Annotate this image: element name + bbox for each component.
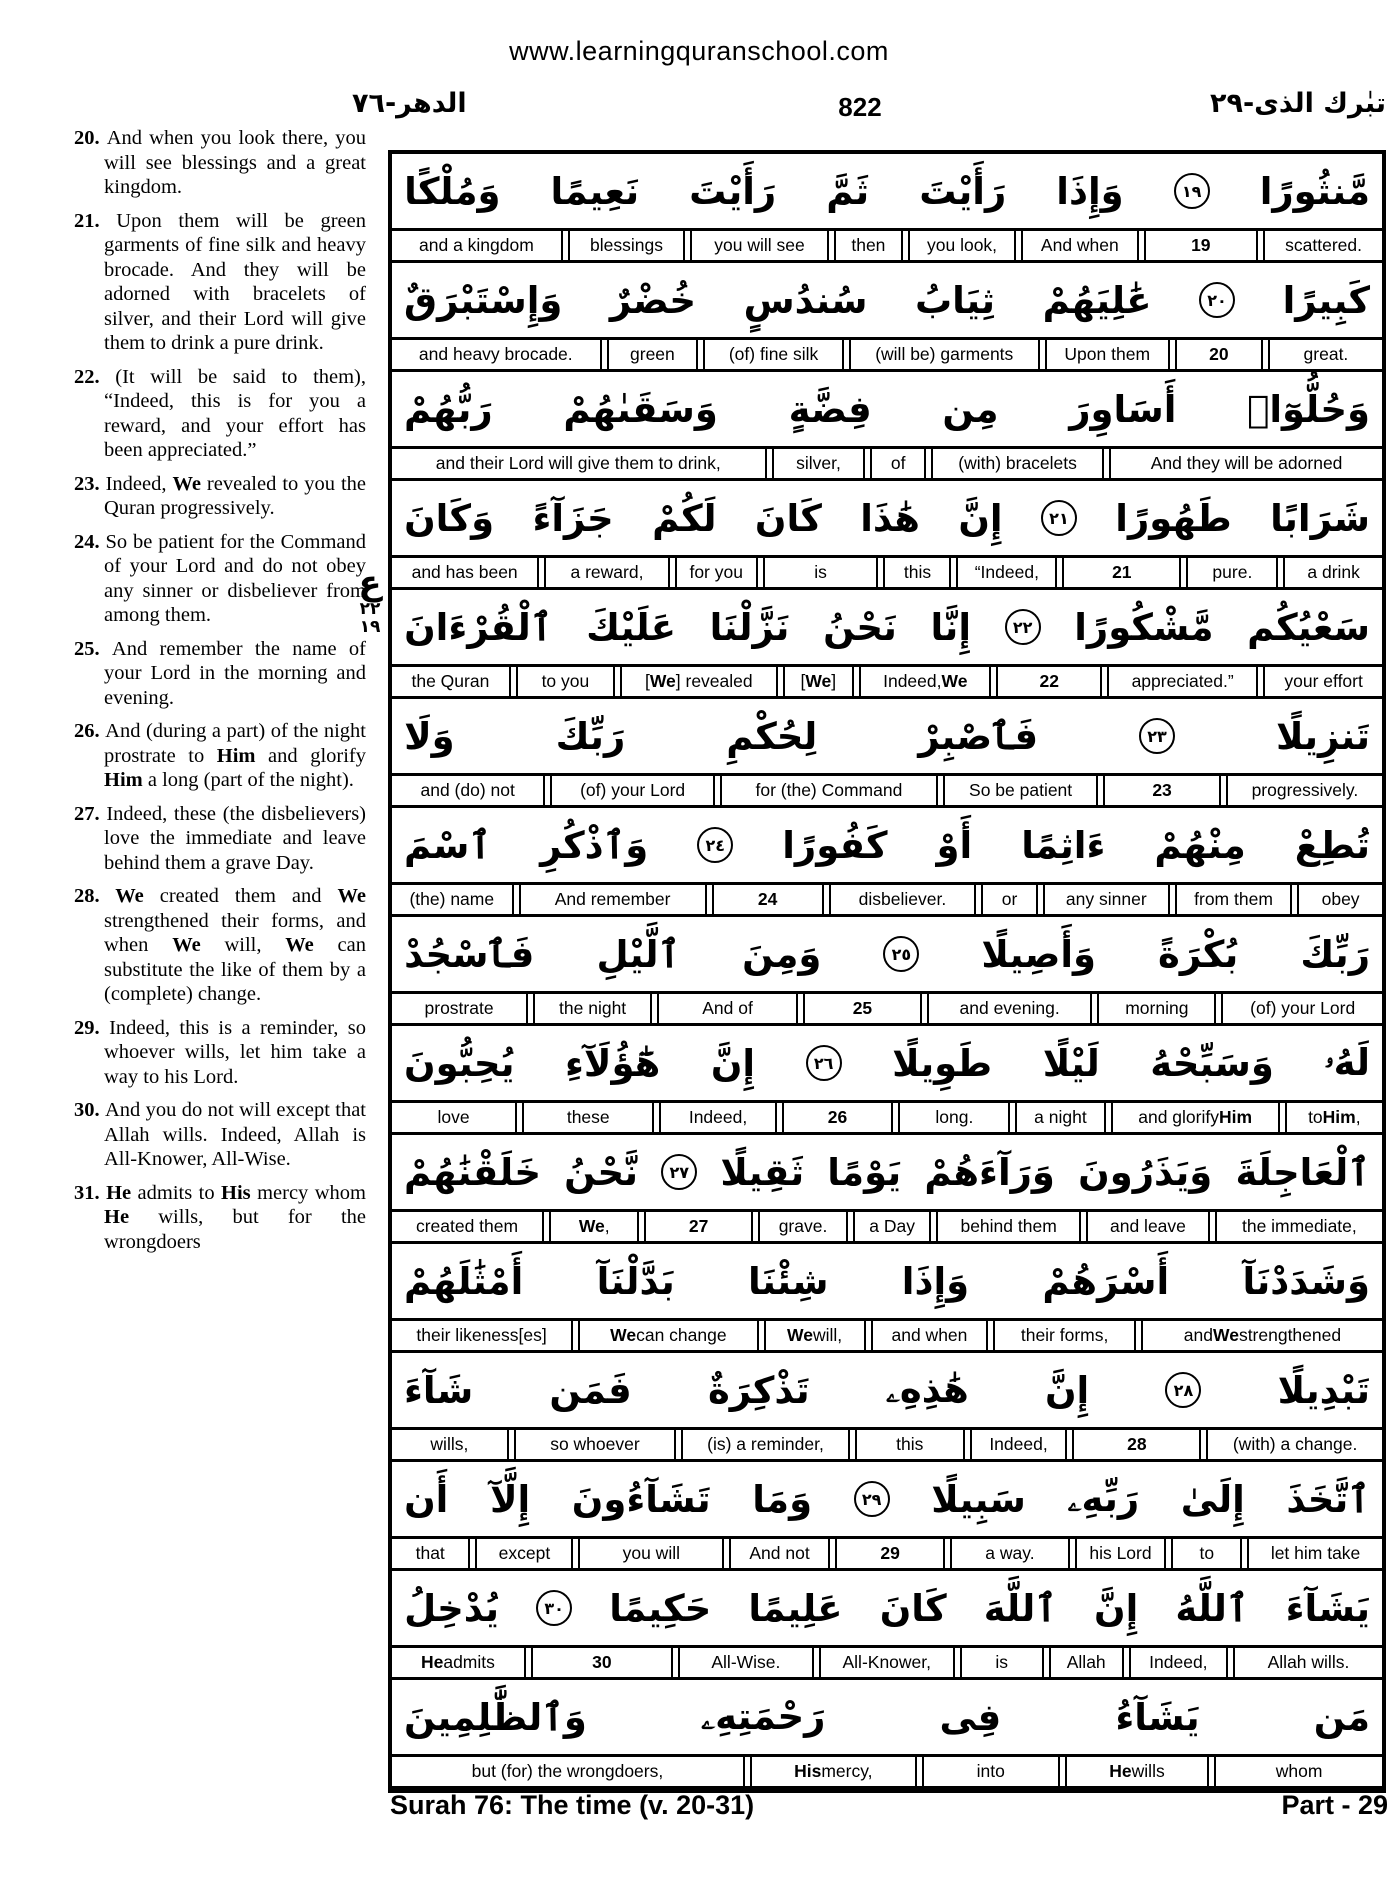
translation-cell: And of (657, 994, 798, 1023)
translation-row-4 (392, 555, 1382, 590)
arabic-word: شَآءَ (404, 1368, 474, 1412)
translation-cell: or (981, 885, 1037, 914)
header-surah-name-left: الدهر-٧٦ (352, 88, 467, 119)
translation-cell: these (522, 1103, 654, 1132)
arabic-word: إِنَّ (710, 1041, 756, 1085)
sidebar-verse-29: 29. Indeed, this is a reminder, so whoever wills, let him take a way to his Lord. (74, 1016, 366, 1088)
translation-cell: and when (871, 1321, 989, 1350)
sidebar-verse-30: 30. And you do not will except that Allah wills. Indeed, Allah is All-Knower, All-Wise. (74, 1099, 367, 1170)
arabic-word: عَلَيْكَ (586, 605, 677, 649)
translation-row-8 (392, 991, 1382, 1026)
arabic-word: وَكَانَ (404, 496, 495, 540)
translation-cell: for you (675, 558, 758, 587)
arabic-line-4 (392, 481, 1382, 555)
translation-cell: a night (1015, 1103, 1105, 1132)
arabic-word: سُندُسٍ (743, 278, 868, 322)
sidebar-verse-number: 26. (74, 720, 106, 742)
arabic-word: وَإِذَا (1056, 169, 1124, 213)
arabic-word: رَحْمَتِهِۦ (701, 1695, 826, 1738)
arabic-word: ٱلَّيْلِ (596, 932, 681, 976)
translation-cell: the Quran (392, 667, 511, 696)
translation-cell: a way. (950, 1539, 1069, 1568)
arabic-line-1 (392, 154, 1382, 228)
sidebar-verse-number: 29. (74, 1016, 110, 1039)
ruku-bottom-number: ١٩ (359, 617, 381, 637)
verse-number-medallion: ٢٥ (883, 936, 919, 972)
arabic-word: طَوِيلًا (892, 1041, 993, 1085)
sidebar-verse-31: 31. He admits to His mercy whom He wills, but for the wrongdoers (74, 1181, 366, 1253)
arabic-word: مَّنثُورًا (1259, 169, 1370, 213)
translation-cell: his Lord (1075, 1539, 1167, 1568)
translation-cell: let him take (1247, 1539, 1382, 1568)
translation-cell: prostrate (392, 994, 528, 1023)
translation-cell: And when (1021, 231, 1138, 260)
translation-cell: green (607, 340, 699, 369)
translation-row-2 (392, 337, 1382, 372)
arabic-word: إِنَّ (1044, 1368, 1090, 1412)
translation-row-12 (392, 1427, 1382, 1462)
translation-cell: (the) name (392, 885, 514, 914)
arabic-word: مَن (1313, 1695, 1370, 1739)
translation-cell: We , (549, 1212, 639, 1241)
translation-cell: you will see (690, 231, 829, 260)
translation-row-15 (392, 1754, 1382, 1789)
arabic-word: رَبِّكَ (555, 714, 626, 758)
arabic-word: لَكُمْ (652, 496, 717, 540)
translation-cell: you look, (908, 231, 1016, 260)
arabic-word: رَبُّهُمْ (404, 387, 493, 431)
verse-number-medallion: ٣٠ (536, 1590, 572, 1626)
translation-cell: obey (1297, 885, 1382, 914)
footer-part-label: Part - 29 (1281, 1790, 1388, 1820)
arabic-word: أَوْ (936, 823, 973, 867)
translation-cell: 19 (1144, 231, 1259, 260)
translation-cell: disbeliever. (829, 885, 977, 914)
translation-cell: We will, (764, 1321, 866, 1350)
translation-cell: you will (578, 1539, 724, 1568)
arabic-word: وَمُلْكًا (404, 169, 501, 213)
translation-row-13 (392, 1536, 1382, 1571)
translation-cell: but (for) the wrongdoers, (392, 1757, 745, 1786)
translation-cell: 25 (803, 994, 922, 1023)
arabic-word: نَّحْنُ (564, 1150, 639, 1194)
arabic-line-13 (392, 1462, 1382, 1536)
arabic-word: وَإِذَا (901, 1259, 970, 1303)
arabic-word: شِئْنَا (748, 1259, 829, 1303)
translation-cell: that (392, 1539, 470, 1568)
arabic-word: فَٱسْجُدْ (404, 932, 535, 976)
translation-cell: progressively. (1226, 776, 1382, 805)
arabic-word: نَحْنُ (823, 605, 897, 649)
sidebar-verse-20: 20. And when you look there, you will see blessings and a great kingdom. (74, 127, 367, 198)
translation-cell: So be patient (943, 776, 1098, 805)
arabic-word: هَٰذَا (860, 496, 920, 540)
sidebar-verse-25: 25. And remember the name of your Lord in the morning and evening. (74, 637, 366, 709)
translation-cell: And they will be adorned (1109, 449, 1382, 478)
translation-cell: and their Lord will give them to drink, (392, 449, 767, 478)
arabic-word: فَٱصْبِرْ (918, 714, 1039, 758)
arabic-word: يَوْمًا (827, 1150, 902, 1194)
arabic-word: ٱللَّهُ (1175, 1586, 1249, 1630)
arabic-word: يُدْخِلُ (404, 1586, 500, 1630)
verse-number-medallion: ٢١ (1041, 500, 1077, 536)
arabic-word: تَبْدِيلًا (1277, 1368, 1370, 1412)
translation-cell: We can change (578, 1321, 758, 1350)
arabic-word: تَذْكِرَةٌ (707, 1368, 810, 1412)
arabic-word: ٱتَّخَذَ (1286, 1477, 1370, 1521)
arabic-line-8 (392, 917, 1382, 991)
arabic-word: ثَقِيلًا (720, 1150, 805, 1194)
arabic-word: وَإِسْتَبْرَقٌ (404, 278, 563, 322)
translation-cell: and glorify Him (1111, 1103, 1280, 1132)
translation-row-7 (392, 882, 1382, 917)
translation-cell: 23 (1103, 776, 1221, 805)
arabic-word: رَأَيْتَ (689, 169, 777, 213)
translation-cell: And not (729, 1539, 830, 1568)
arabic-word: مِنْهُمْ (1154, 823, 1246, 867)
arabic-word: خُضْرٌ (609, 278, 697, 322)
arabic-word: شَرَابًا (1270, 496, 1370, 540)
sidebar-verse-27: 27. Indeed, these (the disbelievers) love the immediate and leave behind them a grave Day. (74, 802, 366, 874)
translation-cell: and heavy brocade. (392, 340, 602, 369)
translation-cell: 27 (644, 1212, 752, 1241)
translation-cell: scattered. (1263, 231, 1382, 260)
arabic-word: وَأَصِيلًا (981, 932, 1097, 976)
sidebar-verse-number: 24. (74, 530, 106, 553)
arabic-line-6 (392, 699, 1382, 773)
verse-number-medallion: ٢٤ (697, 827, 733, 863)
site-url: www.learningquranschool.com (509, 36, 889, 66)
arabic-word: رَأَيْتَ (919, 169, 1007, 213)
translation-cell: Allah wills. (1233, 1648, 1382, 1677)
sidebar-verse-number: 21. (74, 209, 117, 232)
arabic-line-10 (392, 1135, 1382, 1209)
arabic-word: فِضَّةٍ (788, 387, 872, 431)
verse-number-medallion: ٢٩ (854, 1481, 890, 1517)
arabic-word: أَسَاوِرَ (1069, 387, 1177, 431)
arabic-word: وَحُلُّوٓا۟ (1247, 387, 1370, 431)
arabic-word: ٱللَّهَ (983, 1586, 1057, 1630)
arabic-word: أَسْرَهُمْ (1042, 1259, 1170, 1303)
translation-row-11 (392, 1318, 1382, 1353)
translation-cell: their likeness[es] (392, 1321, 573, 1350)
translation-cell: is (960, 1648, 1044, 1677)
arabic-word: تَنزِيلًا (1276, 714, 1370, 758)
translation-cell: 26 (782, 1103, 894, 1132)
arabic-word: لَيْلًا (1042, 1041, 1100, 1085)
translation-cell: (will be) garments (849, 340, 1040, 369)
translation-cell: so whoever (514, 1430, 676, 1459)
arabic-word: وَٱلظَّٰلِمِينَ (404, 1695, 587, 1739)
arabic-word: ٱلْقُرْءَانَ (404, 605, 553, 649)
translation-cell: (is) a reminder, (681, 1430, 850, 1459)
translation-cell: and has been (392, 558, 539, 587)
translation-cell: a reward, (544, 558, 669, 587)
translation-cell: (of) your Lord (550, 776, 715, 805)
translation-cell: is (763, 558, 879, 587)
sidebar-verse-23: 23. Indeed, We revealed to you the Quran progressively. (74, 472, 366, 519)
translation-cell: All-Knower, (819, 1648, 955, 1677)
arabic-word: لِحُكْمِ (726, 714, 818, 758)
translation-cell: the immediate, (1215, 1212, 1382, 1241)
translation-row-6 (392, 773, 1382, 808)
sidebar-verse-number: 20. (74, 127, 107, 149)
translation-cell: He wills (1065, 1757, 1210, 1786)
sidebar-verse-22: 22. (It will be said to them), “Indeed, this is for you a reward, and your effort has been appreciated.” (74, 365, 367, 461)
arabic-word: إِلَىٰ (1180, 1477, 1245, 1521)
translation-cell: “Indeed, (956, 558, 1057, 587)
arabic-word: ثِيَابُ (915, 278, 996, 322)
translation-cell: silver, (772, 449, 866, 478)
translation-row-14 (392, 1645, 1382, 1680)
verse-number-medallion: ١٩ (1174, 173, 1210, 209)
translation-cell: grave. (758, 1212, 848, 1241)
translation-cell: your effort (1263, 667, 1382, 696)
translation-cell: morning (1097, 994, 1216, 1023)
translation-cell: long. (898, 1103, 1010, 1132)
translation-cell: and evening. (927, 994, 1092, 1023)
arabic-word: نَزَّلْنَا (709, 605, 790, 649)
arabic-word: أَن (404, 1477, 449, 1521)
arabic-word: هَٰٓؤُلَآءِ (564, 1041, 661, 1085)
translation-cell: blessings (568, 231, 685, 260)
arabic-word: إِنَّ (958, 496, 1003, 540)
translation-cell: 24 (712, 885, 824, 914)
arabic-word: كَانَ (754, 496, 822, 540)
translation-cell: then (834, 231, 903, 260)
arabic-line-12 (392, 1353, 1382, 1427)
translation-cell: appreciated.” (1107, 667, 1258, 696)
arabic-line-15 (392, 1680, 1382, 1754)
arabic-word: سَبِيلًا (931, 1477, 1026, 1521)
sidebar-verse-21: 21. Upon them will be green garments of fine silk and heavy brocade. And they will be adorned with bracelets of silver, and their Lord will give them to drink a pure drink. (74, 209, 367, 354)
arabic-word: ٱلْعَاجِلَةَ (1235, 1150, 1370, 1194)
translation-cell: wills, (392, 1430, 509, 1459)
translation-cell: (with) a change. (1206, 1430, 1382, 1459)
translation-cell: Allah (1049, 1648, 1124, 1677)
translation-cell: And remember (519, 885, 707, 914)
translation-cell: Indeed, (659, 1103, 776, 1132)
translation-row-1 (392, 228, 1382, 263)
translation-cell: He admits (392, 1648, 526, 1677)
sidebar-verse-number: 22. (74, 365, 116, 388)
translation-cell: a Day (853, 1212, 931, 1241)
arabic-line-9 (392, 1026, 1382, 1100)
arabic-word: وَسَقَىٰهُمْ (563, 387, 718, 431)
translation-cell: 30 (531, 1648, 673, 1677)
arabic-word: أَمْثَٰلَهُمْ (404, 1259, 524, 1303)
ruku-top-number: ٢٢ (359, 599, 381, 619)
translation-cell: Indeed, (1129, 1648, 1228, 1677)
translation-cell: Upon them (1045, 340, 1170, 369)
arabic-word: خَلَقْنَٰهُمْ (404, 1150, 541, 1194)
sidebar-verse-number: 28. (74, 885, 116, 907)
translation-cell: this (883, 558, 951, 587)
arabic-word: يَشَآءُ (1115, 1695, 1200, 1739)
arabic-word: إِنَّا (930, 605, 971, 649)
translation-cell: 22 (996, 667, 1102, 696)
arabic-line-5 (392, 590, 1382, 664)
arabic-word: جَزَآءً (532, 496, 614, 540)
sidebar-verse-number: 23. (74, 472, 106, 495)
arabic-word: تُطِعْ (1294, 823, 1370, 867)
translation-cell: (with) bracelets (931, 449, 1104, 478)
footer-surah-title: Surah 76: The time (v. 20-31) (390, 1790, 755, 1820)
arabic-word: مِن (942, 387, 999, 431)
translation-cell: and (do) not (392, 776, 545, 805)
sidebar-translation-column (74, 126, 366, 1263)
translation-cell: the night (533, 994, 652, 1023)
sidebar-verse-number: 30. (74, 1099, 105, 1121)
verse-table (388, 150, 1386, 1793)
arabic-word: وَشَدَدْنَآ (1242, 1259, 1370, 1303)
arabic-word: بَدَّلْنَآ (596, 1259, 675, 1303)
verse-number-medallion: ٢٧ (661, 1154, 697, 1190)
arabic-word: تَشَآءُونَ (571, 1477, 711, 1521)
translation-row-10 (392, 1209, 1382, 1244)
translation-cell: pure. (1186, 558, 1278, 587)
arabic-line-2 (392, 263, 1382, 337)
translation-cell: [ We ] (783, 667, 855, 696)
arabic-word: بُكْرَةً (1158, 932, 1239, 976)
translation-cell: 29 (835, 1539, 945, 1568)
sidebar-verse-number: 27. (74, 802, 107, 825)
translation-row-5 (392, 664, 1382, 699)
sidebar-verse-24: 24. So be patient for the Command of your Lord and do not obey any sinner or disbeliever from among them. (74, 530, 366, 626)
translation-cell: to Him , (1285, 1103, 1382, 1132)
translation-cell: (of) your Lord (1221, 994, 1382, 1023)
arabic-word: حَكِيمًا (609, 1586, 712, 1630)
arabic-word: إِنَّ (1094, 1586, 1139, 1630)
translation-cell: from them (1175, 885, 1292, 914)
arabic-word: وَسَبِّحْهُ (1150, 1041, 1274, 1085)
arabic-word: عَٰلِيَهُمْ (1042, 278, 1152, 322)
verse-number-medallion: ٢٦ (806, 1045, 842, 1081)
ruku-marker (346, 563, 394, 637)
translation-cell: 28 (1072, 1430, 1201, 1459)
translation-cell: great. (1268, 340, 1382, 369)
arabic-word: وَلَا (404, 714, 455, 758)
arabic-line-3 (392, 372, 1382, 446)
translation-cell: [ We ] revealed (620, 667, 777, 696)
translation-cell: 20 (1175, 340, 1263, 369)
translation-cell: whom (1214, 1757, 1382, 1786)
translation-cell: to (1171, 1539, 1242, 1568)
sidebar-verse-28: 28. We created them and We strengthened their forms, and when We will, We can substitute the like of them by a (complete) change. (74, 885, 366, 1005)
translation-cell: any sinner (1043, 885, 1170, 914)
arabic-word: وَمَا (752, 1477, 813, 1521)
translation-cell: created them (392, 1212, 544, 1241)
translation-cell: All-Wise. (678, 1648, 814, 1677)
translation-cell: a drink (1283, 558, 1382, 587)
sidebar-verse-number: 25. (74, 637, 112, 660)
arabic-word: نَعِيمًا (550, 169, 640, 213)
translation-cell: 21 (1062, 558, 1181, 587)
arabic-word: وَمِنَ (742, 932, 822, 976)
arabic-word: عَلِيمًا (748, 1586, 843, 1630)
translation-cell: into (922, 1757, 1060, 1786)
arabic-word: وَيَذَرُونَ (1078, 1150, 1213, 1194)
translation-cell: for (the) Command (720, 776, 938, 805)
arabic-line-14 (392, 1571, 1382, 1645)
translation-cell: behind them (936, 1212, 1081, 1241)
ruku-ain-letter: ع (358, 563, 382, 603)
translation-cell: (of) fine silk (703, 340, 844, 369)
translation-row-3 (392, 446, 1382, 481)
verse-number-medallion: ٢٠ (1199, 282, 1235, 318)
arabic-word: هَٰذِهِۦ (885, 1368, 969, 1411)
arabic-word: كَانَ (879, 1586, 947, 1630)
translation-cell: except (475, 1539, 573, 1568)
translation-row-9 (392, 1100, 1382, 1135)
sidebar-verse-26: 26. And (during a part) of the night prostrate to Him and glorify Him a long (part of the night). (74, 720, 367, 791)
translation-cell: Indeed, (970, 1430, 1068, 1459)
verse-number-medallion: ٢٢ (1005, 609, 1041, 645)
translation-cell: and a kingdom (392, 231, 563, 260)
arabic-word: يَشَآءَ (1285, 1586, 1370, 1630)
arabic-word: ثَمَّ (826, 169, 870, 213)
translation-cell: to you (516, 667, 615, 696)
arabic-word: وَرَآءَهُمْ (924, 1150, 1055, 1194)
translation-cell: Indeed, We (859, 667, 991, 696)
header-juz-name-right: تبٰرك الذى-٢٩ (1209, 88, 1386, 119)
translation-cell: His mercy, (750, 1757, 917, 1786)
arabic-word: كَبِيرًا (1282, 278, 1370, 322)
translation-cell: of (870, 449, 926, 478)
arabic-word: سَعْيُكُم (1247, 605, 1370, 649)
arabic-word: طَهُورًا (1115, 496, 1232, 540)
arabic-word: إِلَّآ (489, 1477, 531, 1521)
arabic-word: فَمَن (549, 1368, 632, 1412)
verse-number-medallion: ٢٨ (1165, 1372, 1201, 1408)
arabic-word: ٱسْمَ (404, 823, 492, 867)
arabic-word: ءَاثِمًا (1021, 823, 1106, 867)
arabic-word: وَٱذْكُرِ (540, 823, 649, 867)
translation-cell: and We strengthened (1141, 1321, 1382, 1350)
translation-cell: this (855, 1430, 965, 1459)
arabic-word: رَبِّكَ (1300, 932, 1370, 976)
translation-cell: love (392, 1103, 517, 1132)
arabic-word: فِى (939, 1695, 1002, 1739)
sidebar-verse-number: 31. (74, 1181, 107, 1204)
arabic-line-7 (392, 808, 1382, 882)
arabic-word: مَّشْكُورًا (1074, 605, 1214, 649)
arabic-word: لَهُۥ (1324, 1041, 1370, 1084)
verse-number-medallion: ٢٣ (1139, 718, 1175, 754)
arabic-line-11 (392, 1244, 1382, 1318)
arabic-word: رَبِّهِۦ (1067, 1477, 1140, 1520)
header-page-number: 822 (838, 92, 882, 122)
translation-cell: and leave (1086, 1212, 1210, 1241)
arabic-word: كَفُورًا (782, 823, 888, 867)
translation-cell: their forms, (993, 1321, 1136, 1350)
arabic-word: يُحِبُّونَ (404, 1041, 515, 1085)
